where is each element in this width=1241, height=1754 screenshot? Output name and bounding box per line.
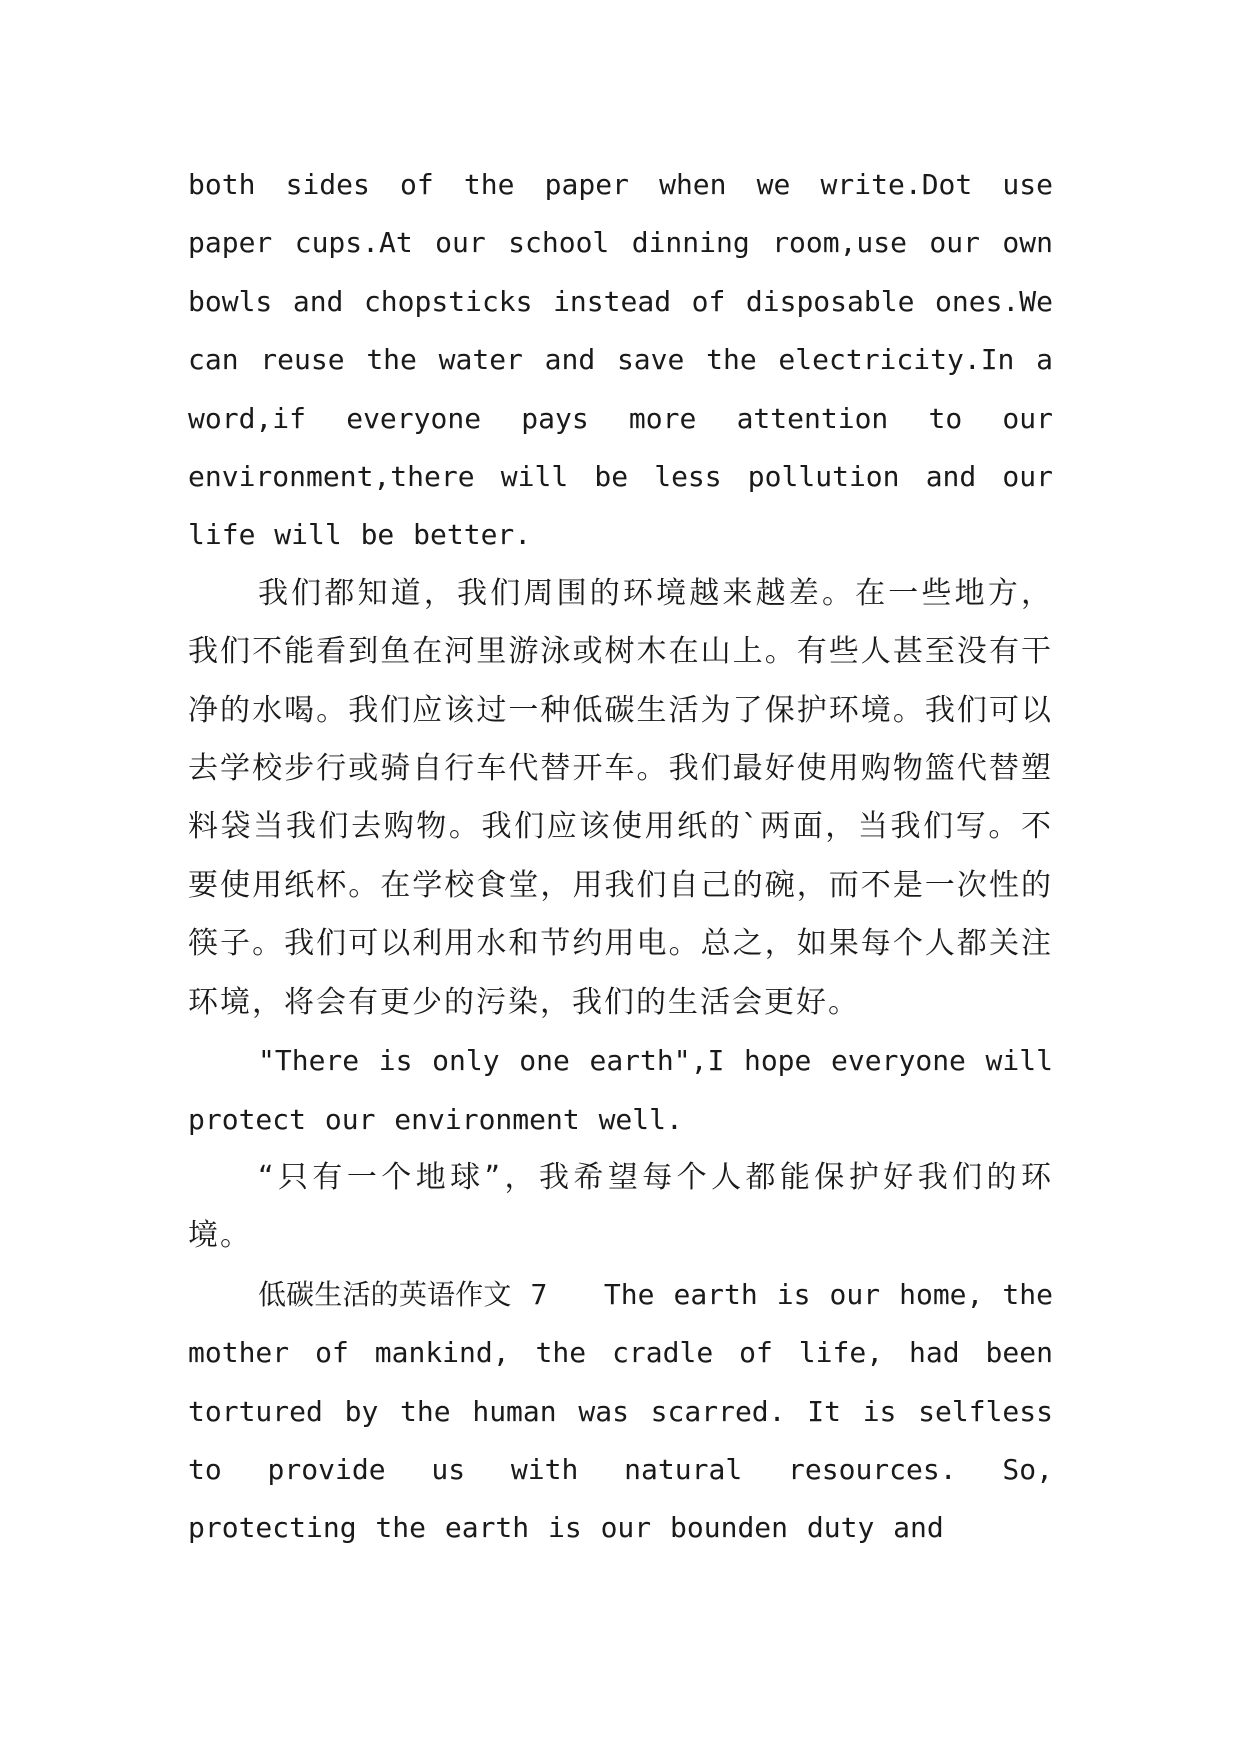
- paragraph-essay-7-opening: 低碳生活的英语作文 7 The earth is our home, the mother of mankind, the cradle of life, had been tortured by the human was scarred. It is selfless to provide us with natural resources. So, protecting the earth is our bounden duty and: [188, 1277, 1053, 1545]
- document-body: [188, 156, 1053, 1558]
- paragraph-one-earth-english: "There is only one earth",I hope everyone will protect our environment well.: [188, 1044, 1053, 1136]
- paragraph-english-tips: both sides of the paper when we write.Dot use paper cups.At our school dinning room,use our own bowls and chopsticks instead of disposable ones.We can reuse the water and save the electricity.In a word,if everyone pays more attention to our environment,there will be less pollution and our life will be better.: [188, 168, 1053, 552]
- paragraph-chinese-translation: 我们都知道，我们周围的环境越来越差。在一些地方，我们不能看到鱼在河里游泳或树木在山上。有些人甚至没有干净的水喝。我们应该过一种低碳生活为了保护环境。我们可以去学校步行或骑自行车代替开车。我们最好使用购物篮代替塑料袋当我们去购物。我们应该使用纸的`两面，当我们写。不要使用纸杯。在学校食堂，用我们自己的碗，而不是一次性的筷子。我们可以利用水和节约用电。总之，如果每个人都关注环境，将会有更少的污染，我们的生活会更好。: [188, 575, 1053, 1020]
- paragraph-one-earth-chinese: “只有一个地球”，我希望每个人都能保护好我们的环境。: [188, 1159, 1053, 1254]
